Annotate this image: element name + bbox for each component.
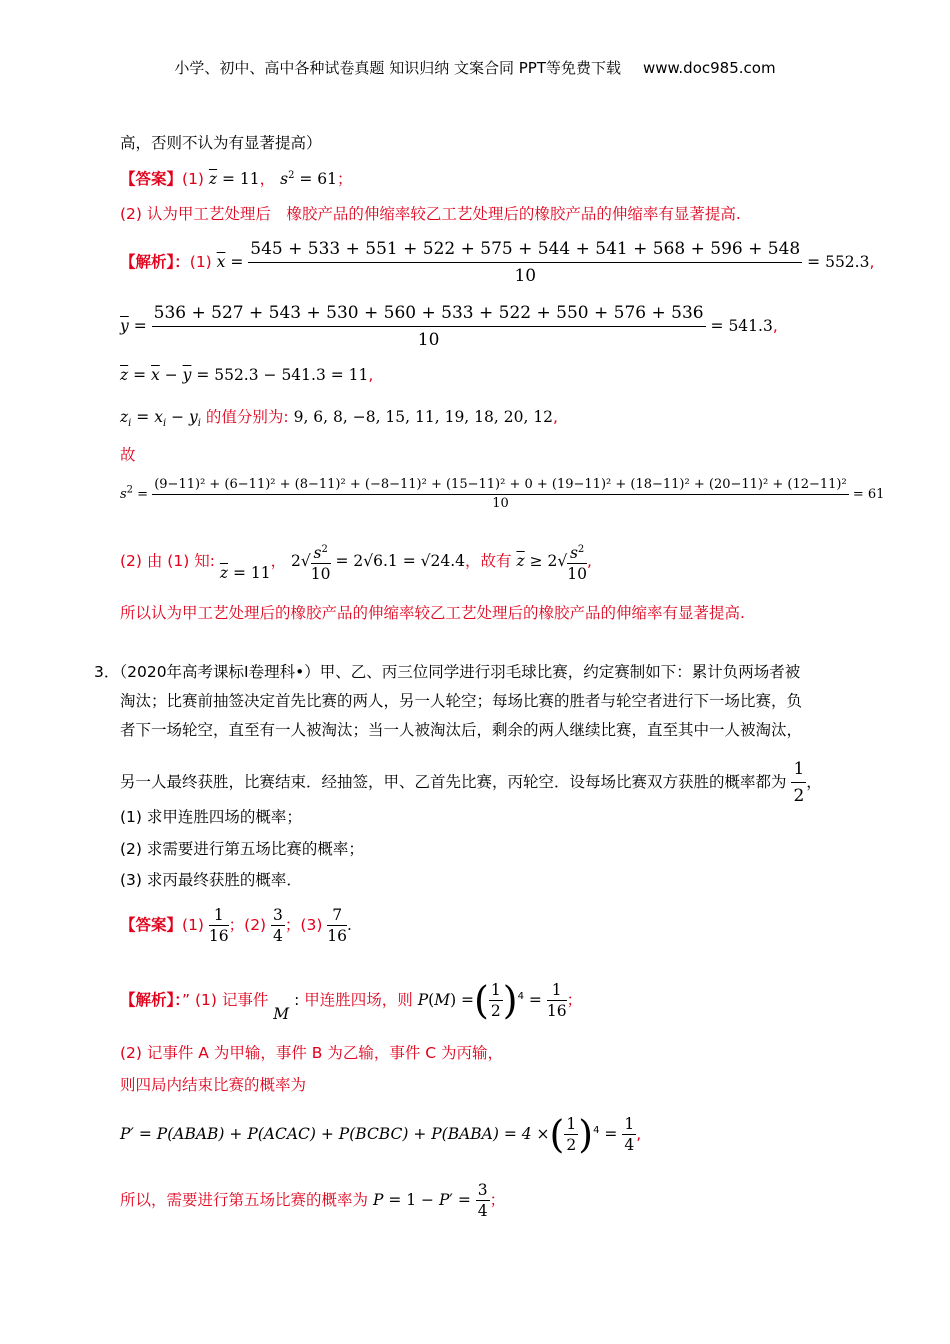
answer-tag: 【答案】: [120, 170, 183, 189]
q3-sub2: (2) 求需要进行第五场比赛的概率；: [120, 840, 364, 858]
q3-sol4: P′ = P(ABAB) + P(ACAC) + P(BCBC) + P(BABA) = 4 ×( $\frac{1}{2}$ )$^4$ = $\frac{1}{4}$ ,: [120, 1112, 642, 1157]
q3-text-line3: 者下一场轮空，直至有一人被淘汰；当一人被淘汰后，剩余的两人继续比赛，直至其中一人被淘汰，: [120, 721, 803, 739]
ans-z: $\overline{z} = 11$: [208, 170, 260, 189]
sol-s2-line: $s^2$ = (9−11)² + (6−11)² + (8−11)² + (−8−11)² + (15−11)² + 0 + (19−11)² + (18−11)² + (20−11)² + (12−11)² 10 = 61: [120, 477, 885, 511]
q3-text-line2: 淘汰；比赛前抽签决定首先比赛的两人，另一人轮空；每场比赛的胜者与轮空者进行下一场比赛，负: [120, 692, 803, 710]
sol-zi-line: $z_i = x_i - y_i$ 的值分别为: 9, 6, 8, −8, 15, 11, 19, 18, 20, 12,: [120, 408, 558, 430]
q3-sol5: 所以，需要进行第五场比赛的概率为 P = 1 − P′ = $\frac{3}{4}$ ；: [120, 1181, 506, 1220]
header-url[interactable]: www.doc985.com: [642, 59, 776, 77]
q3-sub1: (1) 求甲连胜四场的概率；: [120, 808, 302, 826]
sol-z-line: $\overline{z} = \overline{x} - \overline{y} = 552.3 - 541.3 = 11$,: [120, 366, 374, 384]
s2-fraction: (9−11)² + (6−11)² + (8−11)² + (−8−11)² + (15−11)² + 0 + (19−11)² + (18−11)² + (20−11)² + (12−11)² 10: [154, 477, 847, 511]
q3-sol1: 【解析】：” (1) 记事件 M : 甲连胜四场，则 P(M) =( $\frac{1}{2}$ )$^4$ = $\frac{1}{16}$ ；: [120, 978, 583, 1023]
q3-sol3: 则四局内结束比赛的概率为: [120, 1076, 307, 1094]
prev-continuation: 高，否则不认为有显著提高）: [120, 134, 322, 152]
x-mean-fraction: $\frac{545 + 533 + 551 + 522 + 575 + 544 + 541 + 568 + 596 + 548}{10}$: [248, 236, 802, 289]
header-text: 小学、初中、高中各种试卷真题 知识归纳 文案合同 PPT等免费下载: [174, 59, 621, 77]
prev-answer: 【答案】(1) $\overline{z} = 11$， $s^2 = 61$；: [120, 170, 353, 189]
page-header: [0, 57, 950, 78]
sol-x-line: 【解析】：(1) $\overline{x}$ = $\frac{545 + 533 + 551 + 522 + 575 + 544 + 541 + 568 + 596 + 548}{10}$ = 552.3,: [120, 236, 874, 289]
q3-text-line1: 3．（2020年高考课标Ⅰ卷理科•）甲、乙、丙三位同学进行羽毛球比赛，约定赛制如下：累计负两场者被: [94, 663, 801, 681]
sol-part2-line: (2) 由 (1) 知: $\overline{z} = 11$， 2√ $\frac{s^2}{10}$ = 2√6.1 = √24.4，故有 $\overline{z} \ge 2√$ $\frac{s^2}{10}$ ,: [120, 540, 592, 584]
q3-sol2: (2) 记事件 A 为甲输，事件 B 为乙输，事件 C 为丙输，: [120, 1044, 504, 1062]
sol-gu: 故: [120, 446, 136, 464]
q3-text-line4: 另一人最终获胜，比赛结束．经抽签，甲、乙首先比赛，丙轮空．设每场比赛双方获胜的概率都为 $\frac{1}{2}$ ，: [120, 756, 890, 809]
prev-conclusion: 所以认为甲工艺处理后的橡胶产品的伸缩率较乙工艺处理后的橡胶产品的伸缩率有显著提高.: [120, 604, 745, 622]
prev-answer-2: (2) 认为甲工艺处理后 橡胶产品的伸缩率较乙工艺处理后的橡胶产品的伸缩率有显著提高.: [120, 205, 741, 223]
q3-answer: 【答案】(1) $\frac{1}{16}$ ；(2) $\frac{3}{4}$ ；(3) $\frac{7}{16}$ .: [120, 906, 352, 945]
y-mean-fraction: $\frac{536 + 527 + 543 + 530 + 560 + 533 + 522 + 550 + 576 + 536}{10}$: [152, 300, 706, 353]
sol-y-line: $\overline{y}$ = $\frac{536 + 527 + 543 + 530 + 560 + 533 + 522 + 550 + 576 + 536}{10}$ = 541.3,: [120, 300, 778, 353]
ans-s: $s^2 = 61$: [280, 170, 338, 189]
prob-half: $\frac{1}{2}$: [791, 756, 806, 809]
q3-sub3: (3) 求丙最终获胜的概率．: [120, 871, 302, 889]
